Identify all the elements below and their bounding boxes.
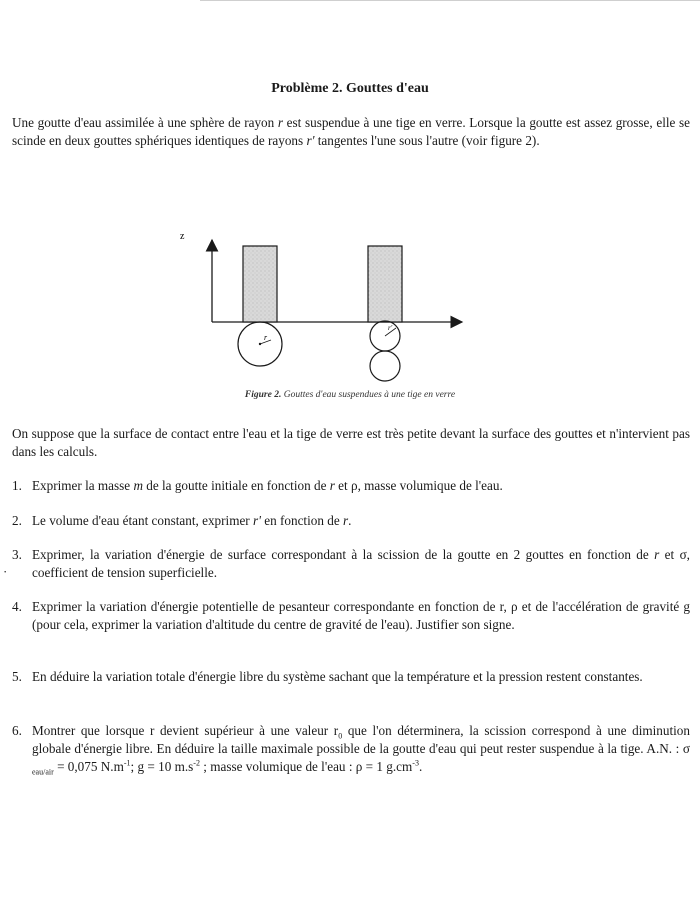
q6-text-b: que l'on déterminera, la scission correspond à une diminution globale d'énergie libre. En déduire la taille maximale possible de la goutte d'eau qui peut rester suspendue à la tige. A.N. : σ bbox=[32, 723, 690, 756]
drops-diagram bbox=[0, 222, 700, 382]
intro-var-r: r bbox=[277, 115, 284, 130]
caption-label: Figure 2. bbox=[244, 390, 282, 400]
question-3 bbox=[3, 546, 690, 582]
question-number: 5. bbox=[12, 669, 22, 684]
q6-sub-r0: 0 bbox=[338, 731, 343, 741]
question-4 bbox=[12, 598, 690, 634]
margin-bullet: · bbox=[3, 564, 8, 579]
figure-caption bbox=[0, 390, 700, 400]
question-text bbox=[32, 546, 690, 582]
problem-title: Problème 2. Gouttes d'eau bbox=[271, 81, 429, 96]
intro-var-rprime: r' bbox=[306, 133, 315, 148]
q6-sup-3: -3 bbox=[412, 758, 419, 768]
question-number: 2. bbox=[12, 513, 22, 528]
intro-text-1: Une goutte d'eau assimilée à une sphère de rayon bbox=[12, 115, 278, 130]
q1-var-r: r bbox=[329, 478, 335, 493]
q3-text-a: Exprimer, la variation d'énergie de surface correspondant à la scission de la goutte en 2 gouttes en fonction de bbox=[32, 547, 655, 562]
intro-text-2: est suspendue à une tige en verre. Lorsque la goutte est assez grosse, elle se scinde en deux gouttes sphériques identiques de rayons bbox=[12, 115, 691, 148]
q2-text-c: . bbox=[348, 513, 352, 528]
question-text: Exprimer la variation d'énergie potentielle de pesanteur correspondante en fonction de r, ρ et de l'accélération de gravité g (pour cela, exprimer la variation d'altitude du centre de gravité de l'eau). Justifier son signe. bbox=[32, 599, 690, 632]
q6-text-c: = 0,075 N.m bbox=[53, 759, 124, 774]
question-text: En déduire la variation totale d'énergie libre du système sachant que la température et la pression restent constantes. bbox=[32, 669, 643, 684]
glass-rod-left bbox=[243, 246, 277, 322]
question-5 bbox=[12, 668, 690, 686]
q1-var-m: m bbox=[133, 478, 143, 493]
q1-text-c: et ρ, masse volumique de l'eau. bbox=[334, 478, 503, 493]
q6-sup-1: -1 bbox=[123, 758, 131, 768]
question-text bbox=[32, 477, 690, 495]
intro-text-3: tangentes l'une sous l'autre (voir figure 2). bbox=[314, 133, 540, 148]
question-text bbox=[32, 512, 690, 530]
question-1 bbox=[12, 477, 690, 495]
q2-text-a: Le volume d'eau étant constant, exprimer bbox=[32, 513, 253, 528]
q6-text-d: ; g = 10 m.s bbox=[130, 759, 194, 774]
split-drop-lower bbox=[370, 351, 400, 381]
q6-sub-eau-air: eau/air bbox=[32, 767, 54, 777]
hypothesis-paragraph: On suppose que la surface de contact entre l'eau et la tige de verre est très petite devant la surface des gouttes et n'intervient pas dans les calculs. bbox=[12, 426, 690, 459]
question-text bbox=[32, 722, 690, 776]
question-number: 6. bbox=[12, 723, 22, 738]
q2-var-r: r bbox=[342, 513, 349, 528]
question-6 bbox=[12, 722, 690, 776]
q6-sup-2: -2 bbox=[193, 758, 200, 768]
question-number: 1. bbox=[12, 478, 22, 493]
figure-2 bbox=[0, 222, 700, 382]
q1-text-a: Exprimer la masse bbox=[32, 478, 134, 493]
q2-var-rprime: r' bbox=[253, 513, 261, 528]
intro-paragraph bbox=[12, 114, 690, 150]
caption-text: Gouttes d'eau suspendues à une tige en verre bbox=[281, 390, 456, 400]
glass-rod-right bbox=[368, 246, 402, 322]
q6-text-f: . bbox=[418, 759, 423, 774]
page-top-rule bbox=[200, 0, 700, 1]
q1-text-b: de la goutte initiale en fonction de bbox=[142, 478, 330, 493]
radius-label-left: r bbox=[264, 333, 268, 342]
q6-text-e: ; masse volumique de l'eau : ρ = 1 g.cm bbox=[199, 759, 413, 774]
z-axis-label: z bbox=[180, 231, 185, 242]
question-2 bbox=[12, 512, 690, 530]
q6-text-a: Montrer que lorsque r devient supérieur à une valeur r bbox=[32, 723, 339, 738]
q3-text-b: et σ, coefficient de tension superficielle. bbox=[32, 547, 690, 580]
question-number: 3. bbox=[12, 547, 22, 562]
radius-label-right: r' bbox=[388, 324, 393, 332]
q2-text-b: en fonction de bbox=[260, 513, 343, 528]
q3-var-r: r bbox=[654, 547, 660, 562]
question-number: 4. bbox=[12, 599, 22, 614]
